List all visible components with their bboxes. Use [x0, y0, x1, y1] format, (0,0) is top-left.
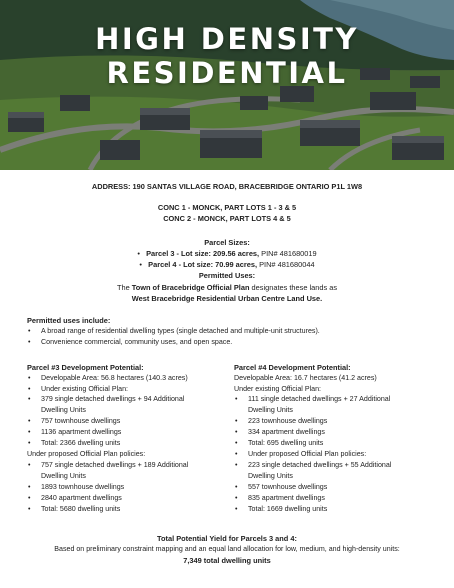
list-item: 757 single detached dwellings + 189 Additional — [41, 461, 189, 469]
hero-title-line2: RESIDENTIAL — [106, 56, 348, 90]
bullet: • — [235, 461, 238, 469]
official-plan-name: Town of Bracebridge Official Plan — [131, 283, 250, 292]
permitted-line-1 — [0, 282, 454, 293]
list-item: 111 single detached dwellings + 27 Additional — [248, 395, 391, 403]
bullet: • — [235, 395, 238, 403]
permitted-pre: The — [116, 283, 132, 292]
address-line: ADDRESS: 190 SANTAS VILLAGE ROAD, BRACEBRIDGE ONTARIO P1L 1W8 — [91, 182, 363, 191]
list-item: 757 townhouse dwellings — [41, 417, 121, 425]
list-subheading: Under proposed Official Plan policies: — [27, 450, 146, 458]
conc-line-2: CONC 2 - MONCK, PART LOTS 4 & 5 — [163, 214, 291, 223]
bullet: • — [28, 327, 31, 335]
parcel-size-item — [0, 259, 454, 270]
list-item: Dwelling Units — [41, 406, 86, 414]
parcel-size-pin: PIN# 481680044 — [257, 260, 315, 269]
total-yield-value: 7,349 total dwelling units — [183, 556, 271, 565]
parcel-sizes-heading: Parcel Sizes: — [204, 238, 250, 247]
permitted-line-2: West Bracebridge Residential Urban Centre Land Use. — [131, 294, 323, 303]
hero-aerial-photo — [0, 0, 454, 170]
bullet: • — [235, 494, 238, 502]
bullet: • — [28, 439, 31, 447]
bullet: • — [28, 395, 31, 403]
list-item: Total: 1669 dwelling units — [248, 505, 328, 513]
list-item: 2840 apartment dwellings — [41, 494, 122, 502]
parcel-size-item — [0, 248, 454, 259]
bullet: • — [235, 505, 238, 513]
bullet: • — [235, 450, 238, 458]
list-item: 223 townhouse dwellings — [248, 417, 328, 425]
list-item: 1893 townhouse dwellings — [41, 483, 125, 491]
bullet: • — [28, 483, 31, 491]
list-item: A broad range of residential dwelling types (single detached and multiple-unit structures). — [41, 327, 320, 335]
list-subheading: Under existing Official Plan: — [234, 385, 322, 393]
bullet: • — [28, 374, 31, 382]
bullet: • — [235, 428, 238, 436]
list-subheading: Developable Area: 16.7 hectares (41.2 acres) — [234, 374, 377, 382]
hero-title-line1: HIGH DENSITY — [95, 22, 359, 56]
list-item: Under proposed Official Plan policies: — [248, 450, 367, 458]
parcel-size-bold: Parcel 3 - Lot size: 209.56 acres, — [146, 249, 260, 258]
list-item: 379 single detached dwellings + 94 Additional — [41, 395, 185, 403]
bullet: • — [235, 483, 238, 491]
list-item: Dwelling Units — [248, 406, 293, 414]
bullet: • — [235, 417, 238, 425]
total-yield-description: Based on preliminary constraint mapping and an equal land allocation for low, medium, and high-density units: — [54, 545, 400, 553]
bullet: • — [28, 505, 31, 513]
bullet: • — [28, 385, 31, 393]
list-item: Total: 2366 dwelling units — [41, 439, 121, 447]
list-item: Dwelling Units — [41, 472, 86, 480]
list-item: Developable Area: 56.8 hectares (140.3 acres) — [41, 374, 188, 382]
permitted-include-heading: Permitted uses include: — [27, 316, 111, 325]
list-item: 223 single detached dwellings + 55 Additional — [248, 461, 392, 469]
bullet: • — [28, 417, 31, 425]
parcel-size-pin: PIN# 481680019 — [259, 249, 317, 258]
bullet: • — [235, 439, 238, 447]
parcel4-heading: Parcel #4 Development Potential: — [234, 363, 351, 372]
parcel3-heading: Parcel #3 Development Potential: — [27, 363, 144, 372]
bullet: • — [139, 260, 149, 269]
list-item: Under existing Official Plan: — [41, 385, 129, 393]
list-item: Convenience commercial, community uses, and open space. — [41, 338, 233, 346]
permitted-uses-heading: Permitted Uses: — [198, 271, 256, 280]
bullet: • — [28, 461, 31, 469]
bullet: • — [28, 338, 31, 346]
list-item: 557 townhouse dwellings — [248, 483, 328, 491]
bullet: • — [137, 249, 147, 258]
bullet: • — [28, 428, 31, 436]
list-item: Total: 695 dwelling units — [248, 439, 324, 447]
list-item: Dwelling Units — [248, 472, 293, 480]
parcel-size-bold: Parcel 4 - Lot size: 70.99 acres, — [148, 260, 258, 269]
conc-line-1: CONC 1 - MONCK, PART LOTS 1 - 3 & 5 — [157, 203, 297, 212]
list-item: 835 apartment dwellings — [248, 494, 325, 502]
list-item: 1136 apartment dwellings — [41, 428, 122, 436]
bullet: • — [28, 494, 31, 502]
permitted-post: designates these lands as — [249, 283, 338, 292]
total-yield-heading: Total Potential Yield for Parcels 3 and 4: — [157, 534, 297, 543]
list-item: Total: 5680 dwelling units — [41, 505, 121, 513]
list-item: 334 apartment dwellings — [248, 428, 325, 436]
